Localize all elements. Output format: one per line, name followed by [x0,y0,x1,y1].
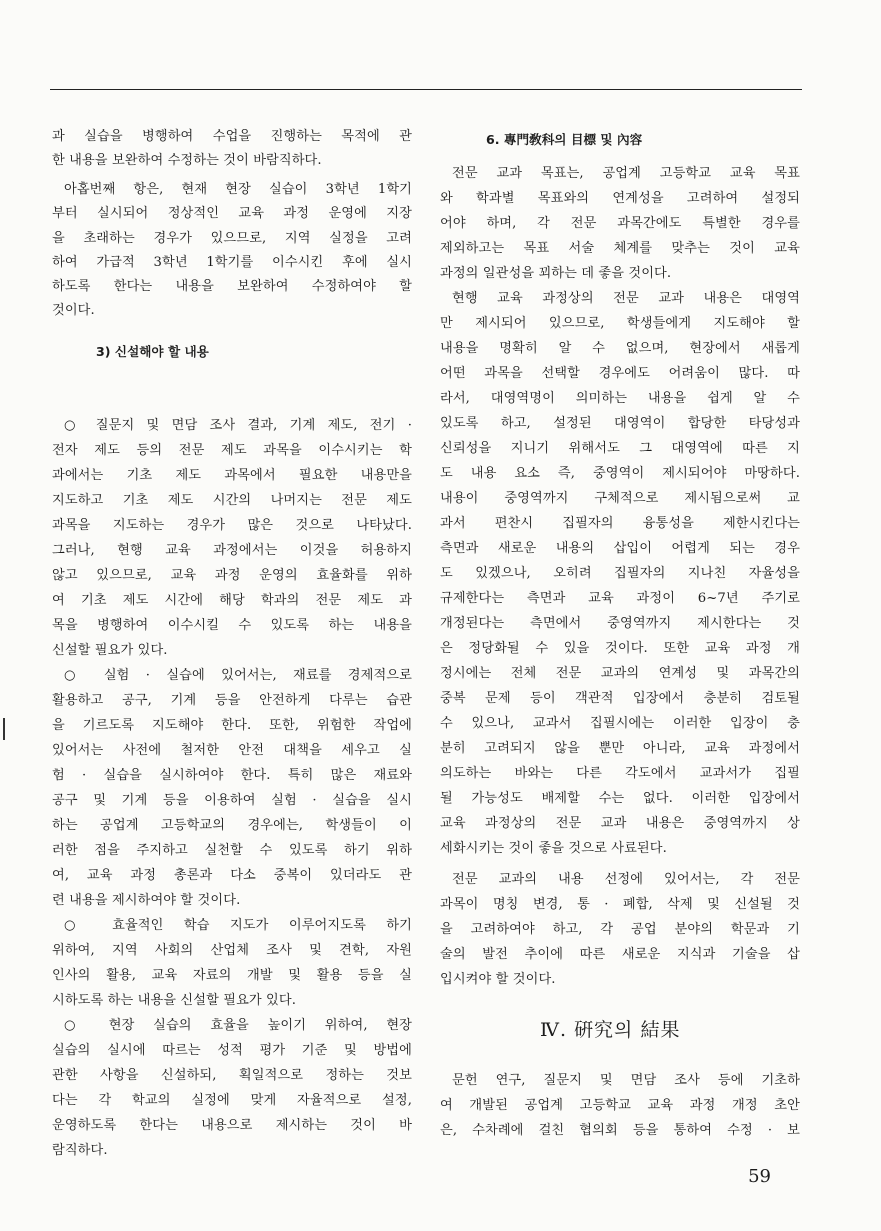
margin-mark [3,718,5,740]
text-line: 어야 하며, 각 전문 과목간에도 특별한 경우를 [440,216,800,231]
text-line: 러한 점을 주지하고 실천할 수 있도록 하기 위하 [52,843,412,858]
text-line: 다는 각 학교의 실정에 맞게 자율적으로 설정, [52,1093,412,1108]
text-line: 과서 편찬시 집필자의 융통성을 제한시킨다는 [440,516,800,531]
text-line: 세화시키는 것이 좋을 것으로 사료된다. [440,841,667,856]
text-line: 있어서는 사전에 철저한 안전 대책을 세우고 실 [52,743,412,758]
text-line: 공구 및 기계 등을 이용하여 실험 · 실습을 실시 [52,793,412,808]
text-line: 정시에는 전체 전문 교과의 연계성 및 과목간의 [440,666,800,681]
text-line: 하도록 한다는 내용을 보완하여 수정하여야 할 [52,279,412,294]
text-line: 활용하고 공구, 기계 등을 안전하게 다루는 습관 [52,693,412,708]
text-line: 운영하도록 한다는 내용으로 제시하는 것이 바 [52,1118,412,1133]
text-line: 하여 가급적 3학년 1학기를 이수시킨 후에 실시 [52,255,412,270]
text-line: 현행 교육 과정상의 전문 교과 내용은 대영역 [452,291,800,306]
text-line: 과에서는 기초 제도 과목에서 필요한 내용만을 [52,468,412,483]
text-line: 신설할 필요가 있다. [52,643,168,658]
page-number: 59 [748,1166,771,1187]
text-line: 시하도록 하는 내용을 신설할 필요가 있다. [52,993,297,1008]
text-line: 있도록 하고, 설정된 대영역이 합당한 타당성과 [440,416,800,431]
text-line: 수 있으나, 교과서 집필시에는 이러한 입장이 충 [440,716,800,731]
text-line: 람직하다. [52,1143,108,1158]
text-line: 여, 교육 과정 총론과 다소 중복이 있더라도 관 [52,868,412,883]
text-line: 련 내용을 제시하여야 할 것이다. [52,893,241,908]
text-line: 분히 고려되지 않을 뿐만 아니라, 교육 과정에서 [440,741,800,756]
text-line: 입시켜야 할 것이다. [440,972,556,987]
text-line: 의도하는 바와는 다른 각도에서 교과서가 집필 [440,766,800,781]
text-line: 그러나, 현행 교육 과정에서는 이것을 허용하지 [52,543,412,558]
text-line: 내용이 중영역까지 구체적으로 제시됨으로써 교 [440,491,800,506]
text-line: 내용을 명확히 알 수 없으며, 현장에서 새롭게 [440,341,800,356]
text-line: ○ 효율적인 학습 지도가 이루어지도록 하기 [64,918,412,933]
text-line: 여 개발된 공업계 고등학교 교육 과정 개정 초안 [440,1098,800,1113]
text-line: 하는 공업계 고등학교의 경우에는, 학생들이 이 [52,818,412,833]
text-line: 과목이 명칭 변경, 통 · 폐합, 삭제 및 신설될 것 [440,897,800,912]
text-line: 교육 과정상의 전문 교과 내용은 중영역까지 상 [440,816,800,831]
text-line: 한 내용을 보완하여 수정하는 것이 바람직하다. [52,153,322,168]
text-line: 을 기르도록 지도해야 한다. 또한, 위험한 작업에 [52,718,412,733]
text-line: 목을 병행하여 이수시킬 수 있도록 하는 내용을 [52,618,412,633]
text-line: 규제한다는 측면과 교육 과정이 6~7년 주기로 [440,591,800,606]
text-line: 을 고려하여야 하고, 각 공업 분야의 학문과 기 [440,922,800,937]
section-subheading: 6. 專門敎科의 目標 및 內容 [486,132,643,147]
text-line: 라서, 대영역명이 의미하는 내용을 쉽게 알 수 [440,391,800,406]
text-line: 중복 문제 등이 객관적 입장에서 충분히 검토될 [440,691,800,706]
text-line: 위하여, 지역 사회의 산업체 조사 및 견학, 자원 [52,943,412,958]
text-line: 않고 있으므로, 교육 과정 운영의 효율화를 위하 [52,568,412,583]
text-line: 과정의 일관성을 꾀하는 데 좋을 것이다. [440,266,672,281]
text-line: ○ 질문지 및 면담 조사 결과, 기계 제도, 전기 · [64,418,412,433]
text-line: 여 기초 제도 시간에 해당 학과의 전문 제도 과 [52,593,412,608]
text-line: 과목을 지도하는 경우가 많은 것으로 나타났다. [52,518,412,533]
text-line: 전문 교과의 내용 선정에 있어서는, 각 전문 [452,872,800,887]
text-line: ○ 실험 · 실습에 있어서는, 재료를 경제적으로 [64,668,412,683]
top-rule [50,89,802,90]
text-line: 아홉번째 항은, 현재 현장 실습이 3학년 1학기 [64,182,412,197]
text-line: 도 있겠으나, 오히려 집필자의 지나친 자율성을 [440,566,800,581]
text-line: 문헌 연구, 질문지 및 면담 조사 등에 기초하 [452,1073,800,1088]
section-subheading: 3) 신설해야 할 내용 [96,344,209,359]
text-line: 은, 수차례에 걸친 협의회 등을 통하여 수정 · 보 [440,1123,800,1138]
text-line: ○ 현장 실습의 효율을 높이기 위하여, 현장 [64,1018,412,1033]
text-line: 어떤 과목을 선택할 경우에도 어려움이 많다. 따 [440,366,800,381]
text-line: 도 내용 요소 즉, 중영역이 제시되어야 마땅하다. [440,466,800,481]
text-line: 부터 실시되어 정상적인 교육 과정 운영에 지장 [52,206,412,221]
text-line: 인사의 활용, 교육 자료의 개발 및 활용 등을 실 [52,968,412,983]
text-line: 은 정당화될 수 있을 것이다. 또한 교육 과정 개 [440,641,800,656]
text-line: 될 가능성도 배제할 수는 없다. 이러한 입장에서 [440,791,800,806]
text-line: 개정된다는 측면에서 중영역까지 제시한다는 것 [440,616,800,631]
text-line: 전자 제도 등의 전문 제도 과목을 이수시키는 학 [52,443,412,458]
chapter-heading: Ⅳ. 硏究의 結果 [540,1019,681,1041]
text-line: 관한 사항을 신설하되, 획일적으로 정하는 것보 [52,1068,412,1083]
text-line: 전문 교과 목표는, 공업계 고등학교 교육 목표 [452,166,800,181]
text-line: 신뢰성을 지니기 위해서도 그 대영역에 따른 지 [440,441,800,456]
text-line: 와 학과별 목표와의 연계성을 고려하여 설정되 [440,191,800,206]
text-line: 실습의 실시에 따르는 성적 평가 기준 및 방법에 [52,1043,412,1058]
text-line: 을 초래하는 경우가 있으므로, 지역 실정을 고려 [52,231,412,246]
text-line: 술의 발전 추이에 따른 새로운 지식과 기술을 삽 [440,947,800,962]
text-line: 만 제시되어 있으므로, 학생들에게 지도해야 할 [440,316,800,331]
text-line: 제외하고는 목표 서술 체계를 맞추는 것이 교육 [440,241,800,256]
text-line: 험 · 실습을 실시하여야 한다. 특히 많은 재료와 [52,768,412,783]
text-line: 과 실습을 병행하여 수업을 진행하는 목적에 관 [52,129,412,144]
text-line: 측면과 새로운 내용의 삽입이 어렵게 되는 경우 [440,541,800,556]
text-line: 지도하고 기초 제도 시간의 나머지는 전문 제도 [52,493,412,508]
text-line: 것이다. [52,303,95,318]
